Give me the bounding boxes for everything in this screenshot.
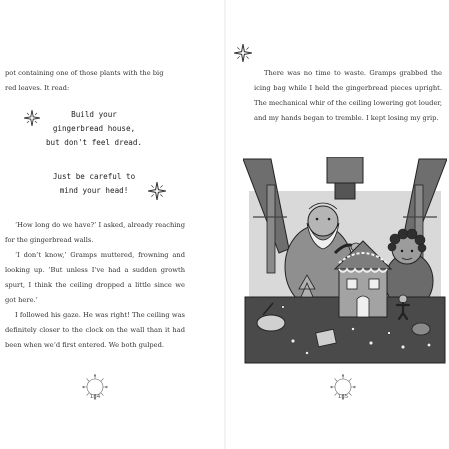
verse-stanza-1 — [30, 108, 158, 150]
verse-line: mind your head! — [59, 186, 129, 195]
sparkle-icon — [234, 44, 252, 62]
page-number: 185 — [337, 394, 349, 400]
left-page — [0, 0, 224, 449]
paragraph: ‘How long do we have?’ I asked, already reaching for the gingerbread walls. — [5, 221, 185, 244]
paragraph-continued — [5, 66, 185, 96]
sparkle-icon — [148, 182, 166, 200]
paragraph: I followed his gaze. He was right! The ceiling was definitely closer to the clock on the wall than it had been when we’d first entered. We both gulped. — [5, 311, 185, 349]
page-number-ornament — [82, 374, 108, 400]
verse-line: but don't feel dread. — [45, 138, 142, 147]
verse-line: Build your — [71, 110, 117, 119]
gingerbread-house-illustration — [243, 157, 447, 365]
verse-line: gingerbread house, — [52, 124, 136, 133]
paragraph-line: red leaves. It read: — [5, 84, 70, 92]
page-number: 184 — [89, 394, 101, 400]
page-number-ornament — [330, 374, 356, 400]
mixing-bowl — [257, 315, 285, 331]
paragraph: There was no time to waste. Gramps grabbed the icing bag while I held the gingerbread pieces upright. The mechanical whir of the ceiling lowering got louder, and my hands began to tremble. I kept losing my grip. — [254, 69, 442, 122]
paragraph: ‘I don’t know,’ Gramps muttered, frowning and looking up. ‘But unless I’ve had a sudden growth spurt, I think the ceiling dropped a little since we got here.’ — [5, 251, 185, 304]
paragraph-line: pot containing one of those plants with the big — [5, 69, 164, 77]
verse-line: Just be careful to — [52, 172, 136, 181]
verse-stanza-2 — [30, 170, 158, 198]
tipped-jar — [412, 323, 430, 335]
